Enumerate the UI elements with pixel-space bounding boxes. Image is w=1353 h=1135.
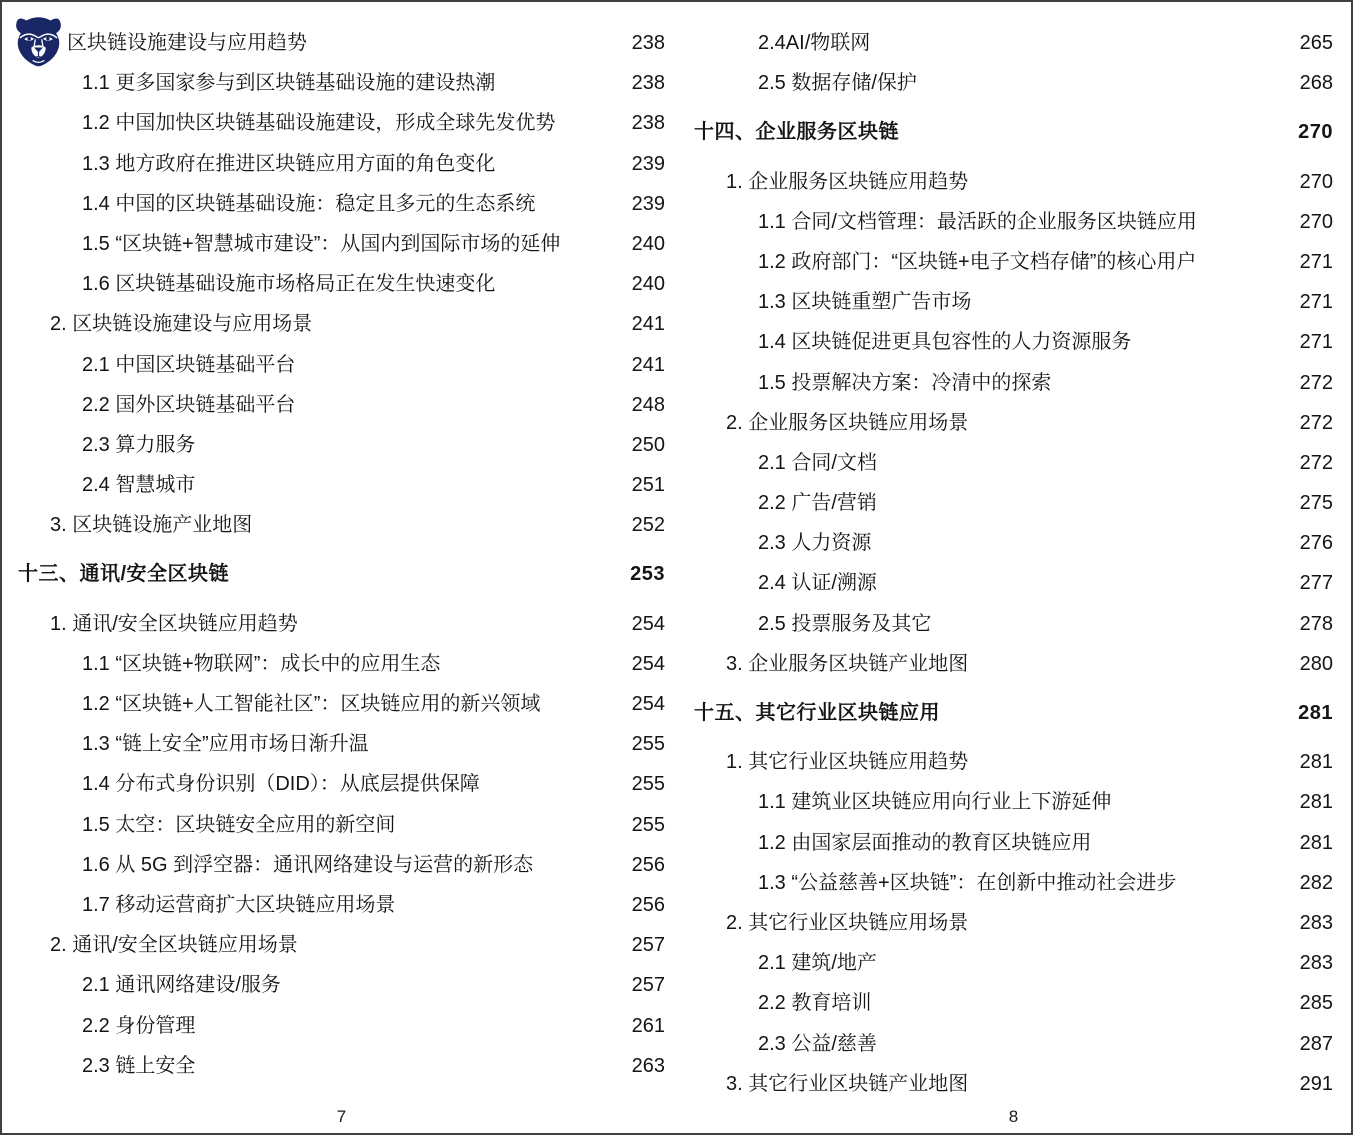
toc-entry-row <box>694 903 1333 943</box>
toc-entry-label: 2. 其它行业区块链应用场景 <box>726 911 969 934</box>
toc-entry-page: 283 <box>1299 911 1333 934</box>
toc-entry-row <box>694 823 1333 863</box>
toc-entry-label: 1.4 分布式身份识别（DID）：从底层提供保障 <box>82 773 480 796</box>
toc-entry-label: 1.4 中国的区块链基础设施：稳定且多元的生态系统 <box>82 192 536 215</box>
toc-entry-label: 1.1 “区块链+物联网”：成长中的应用生态 <box>82 652 441 675</box>
toc-chapter-row <box>694 112 1333 152</box>
toc-entry-row <box>694 983 1333 1023</box>
toc-list-left <box>18 23 665 1086</box>
toc-entry-label: 2. 通讯/安全区块链应用场景 <box>50 934 298 957</box>
toc-entry-row <box>18 764 665 804</box>
toc-entry-page: 238 <box>631 112 665 135</box>
toc-entry-label: 1. 企业服务区块链应用趋势 <box>726 170 969 193</box>
toc-entry-row <box>694 162 1333 202</box>
toc-entry-page: 255 <box>631 773 665 796</box>
toc-entry-page: 256 <box>631 893 665 916</box>
toc-entry-row <box>18 845 665 885</box>
toc-entry-page: 251 <box>631 474 665 497</box>
toc-entry-label: 2. 企业服务区块链应用场景 <box>726 411 969 434</box>
toc-entry-row <box>694 363 1333 403</box>
toc-entry-page: 276 <box>1299 532 1333 555</box>
toc-entry-row <box>694 863 1333 903</box>
toc-entry-page: 272 <box>1299 451 1333 474</box>
toc-entry-page: 270 <box>1299 210 1333 233</box>
toc-entry-page: 268 <box>1299 72 1333 95</box>
toc-entry-row <box>18 304 665 344</box>
toc-entry-label: 2.4 认证/溯源 <box>758 572 877 595</box>
toc-entry-row <box>18 345 665 385</box>
toc-entry-page: 239 <box>631 152 665 175</box>
toc-entry-page: 238 <box>631 72 665 95</box>
toc-entry-row <box>18 63 665 103</box>
toc-entry-label: 1.2 由国家层面推动的教育区块链应用 <box>758 831 1092 854</box>
toc-entry-label: 2.5 投票服务及其它 <box>758 612 932 635</box>
toc-entry-label: 2.1 合同/文档 <box>758 451 877 474</box>
toc-entry-row <box>18 724 665 764</box>
toc-entry-page: 253 <box>630 563 665 586</box>
toc-entry-label: 1.5 “区块链+智慧城市建设”：从国内到国际市场的延伸 <box>82 232 561 255</box>
toc-entry-page: 257 <box>631 974 665 997</box>
toc-entry-row <box>18 644 665 684</box>
toc-entry-page: 271 <box>1299 250 1333 273</box>
toc-entry-row <box>694 782 1333 822</box>
toc-entry-row <box>18 224 665 264</box>
toc-entry-row <box>694 943 1333 983</box>
toc-entry-page: 271 <box>1299 331 1333 354</box>
toc-entry-label: 1.1 建筑业区块链应用向行业上下游延伸 <box>758 791 1112 814</box>
toc-entry-row <box>18 1006 665 1046</box>
toc-entry-page: 270 <box>1298 121 1333 144</box>
toc-entry-page: 281 <box>1299 751 1333 774</box>
toc-entry-page: 238 <box>631 32 665 54</box>
toc-entry-page: 281 <box>1298 702 1333 724</box>
toc-entry-page: 256 <box>631 853 665 876</box>
toc-entry-row <box>18 505 665 545</box>
toc-page-left <box>18 23 665 1133</box>
toc-entry-label: 1. 其它行业区块链应用趋势 <box>726 751 969 774</box>
toc-entry-label: 2.5 数据存储/保护 <box>758 72 917 95</box>
toc-entry-label: 十五、其它行业区块链应用 <box>694 702 940 724</box>
toc-entry-page: 272 <box>1299 371 1333 394</box>
toc-entry-page: 257 <box>631 934 665 957</box>
toc-chapter-row <box>694 693 1333 733</box>
toc-entry-row <box>694 742 1333 782</box>
toc-entry-row <box>18 425 665 465</box>
toc-entry-row <box>694 1064 1333 1104</box>
toc-entry-label: 1.7 移动运营商扩大区块链应用场景 <box>82 893 396 916</box>
toc-entry-row <box>18 604 665 644</box>
toc-entry-page: 255 <box>631 733 665 756</box>
toc-entry-label: 2.4 智慧城市 <box>82 474 196 497</box>
toc-entry-label: 2.1 通讯网络建设/服务 <box>82 974 281 997</box>
toc-entry-row <box>694 443 1333 483</box>
toc-entry-page: 265 <box>1299 32 1333 54</box>
toc-entry-page: 278 <box>1299 612 1333 635</box>
toc-entry-label: 1.2 政府部门：“区块链+电子文档存储”的核心用户 <box>758 250 1197 273</box>
toc-entry-label: 3. 企业服务区块链产业地图 <box>726 652 969 675</box>
toc-entry-row <box>694 1024 1333 1064</box>
toc-entry-label: 1.1 合同/文档管理：最活跃的企业服务区块链应用 <box>758 210 1197 233</box>
toc-entry-row <box>18 805 665 845</box>
toc-entry-label: 2.1 建筑/地产 <box>758 952 877 975</box>
toc-entry-page: 255 <box>631 813 665 836</box>
toc-entry-label: 1. 通讯/安全区块链应用趋势 <box>50 612 298 635</box>
toc-entry-row <box>694 242 1333 282</box>
toc-entry-label: 十四、企业服务区块链 <box>694 121 899 144</box>
toc-entry-label: 1.2 “区块链+人工智能社区”：区块链应用的新兴领域 <box>82 693 541 715</box>
toc-entry-label: 1.3 “链上安全”应用市场日渐升温 <box>82 733 369 756</box>
toc-entry-row <box>18 925 665 965</box>
toc-entry-row <box>18 1046 665 1086</box>
toc-chapter-row <box>18 554 665 594</box>
toc-entry-label: 1.4 区块链促进更具包容性的人力资源服务 <box>758 331 1132 354</box>
toc-entry-label: 1.1 更多国家参与到区块链基础设施的建设热潮 <box>82 72 496 95</box>
toc-entry-row <box>18 144 665 184</box>
page-number-right: 8 <box>1008 1107 1019 1126</box>
toc-entry-page: 239 <box>631 192 665 215</box>
toc-entry-page: 281 <box>1299 831 1333 854</box>
toc-entry-page: 241 <box>631 353 665 376</box>
toc-entry-page: 270 <box>1299 170 1333 193</box>
toc-entry-page: 254 <box>631 693 665 715</box>
panther-logo-icon <box>11 13 66 71</box>
toc-entry-label: 1.3 地方政府在推进区块链应用方面的角色变化 <box>82 152 496 175</box>
toc-entry-row <box>694 282 1333 322</box>
toc-entry-row <box>694 63 1333 103</box>
toc-entry-label: 1.5 太空：区块链安全应用的新空间 <box>82 813 396 836</box>
toc-entry-page: 283 <box>1299 952 1333 975</box>
toc-entry-label: 3. 区块链设施产业地图 <box>50 514 253 537</box>
toc-entry-page: 254 <box>631 612 665 635</box>
toc-entry-page: 263 <box>631 1054 665 1077</box>
toc-entry-row <box>18 465 665 505</box>
toc-entry-label: 2.3 人力资源 <box>758 532 872 555</box>
toc-entry-label: 1.6 从 5G 到浮空器：通讯网络建设与运营的新形态 <box>82 853 534 876</box>
toc-entry-page: 272 <box>1299 411 1333 434</box>
toc-entry-row <box>694 563 1333 603</box>
toc-entry-row <box>694 523 1333 563</box>
toc-entry-label: 2.3 链上安全 <box>82 1054 196 1077</box>
toc-entry-page: 291 <box>1299 1072 1333 1095</box>
toc-entry-label: 2.2 国外区块链基础平台 <box>82 393 296 416</box>
toc-entry-page: 275 <box>1299 492 1333 515</box>
toc-entry-row <box>694 644 1333 684</box>
toc-entry-label: 2.2 教育培训 <box>758 992 872 1015</box>
toc-entry-page: 241 <box>631 313 665 336</box>
toc-entry-label: 2.2 广告/营销 <box>758 492 877 515</box>
toc-entry-label: 2. 区块链设施建设与应用场景 <box>50 313 313 336</box>
toc-entry-row <box>18 264 665 304</box>
toc-entry-row <box>18 184 665 224</box>
toc-entry-label: 1.6 区块链基础设施市场格局正在发生快速变化 <box>82 273 496 296</box>
toc-entry-row <box>694 403 1333 443</box>
toc-entry-row <box>694 483 1333 523</box>
toc-entry-row <box>18 684 665 724</box>
toc-entry-row <box>694 604 1333 644</box>
toc-entry-label: 2.3 算力服务 <box>82 433 196 456</box>
toc-entry-row <box>18 103 665 143</box>
toc-list-right <box>694 23 1333 1104</box>
toc-entry-page: 248 <box>631 393 665 416</box>
toc-entry-page: 254 <box>631 652 665 675</box>
toc-entry-label: 1.5 投票解决方案：冷清中的探索 <box>758 371 1052 394</box>
toc-entry-page: 282 <box>1299 871 1333 894</box>
toc-entry-page: 240 <box>631 232 665 255</box>
toc-page-right <box>694 23 1333 1133</box>
toc-entry-page: 250 <box>631 433 665 456</box>
toc-entry-page: 252 <box>631 514 665 537</box>
toc-entry-page: 277 <box>1299 572 1333 595</box>
toc-entry-label: 2.2 身份管理 <box>82 1014 196 1037</box>
toc-entry-row <box>694 202 1333 242</box>
toc-entry-page: 271 <box>1299 291 1333 314</box>
toc-entry-label: 十三、通讯/安全区块链 <box>18 563 230 586</box>
toc-entry-label: 3. 其它行业区块链产业地图 <box>726 1072 969 1095</box>
toc-entry-row <box>18 965 665 1005</box>
toc-entry-row <box>18 385 665 425</box>
toc-entry-page: 280 <box>1299 652 1333 675</box>
toc-entry-label: 2.1 中国区块链基础平台 <box>82 353 296 376</box>
toc-entry-row <box>18 885 665 925</box>
toc-entry-label: 1.3 “公益慈善+区块链”：在创新中推动社会进步 <box>758 871 1177 894</box>
toc-entry-label: 1.2 中国加快区块链基础设施建设，形成全球先发优势 <box>82 112 556 135</box>
toc-entry-label: 区块链设施建设与应用趋势 <box>67 32 307 54</box>
toc-entry-label: 2.3 公益/慈善 <box>758 1032 877 1055</box>
toc-entry-label: 2.4AI/物联网 <box>758 32 871 54</box>
page-number-left: 7 <box>336 1107 347 1126</box>
toc-entry-page: 287 <box>1299 1032 1333 1055</box>
toc-entry-row <box>694 23 1333 63</box>
toc-entry-label: 1.3 区块链重塑广告市场 <box>758 291 972 314</box>
toc-entry-page: 281 <box>1299 791 1333 814</box>
toc-entry-row <box>18 23 665 63</box>
toc-entry-page: 285 <box>1299 992 1333 1015</box>
toc-entry-page: 240 <box>631 273 665 296</box>
toc-entry-row <box>694 322 1333 362</box>
toc-entry-page: 261 <box>631 1014 665 1037</box>
